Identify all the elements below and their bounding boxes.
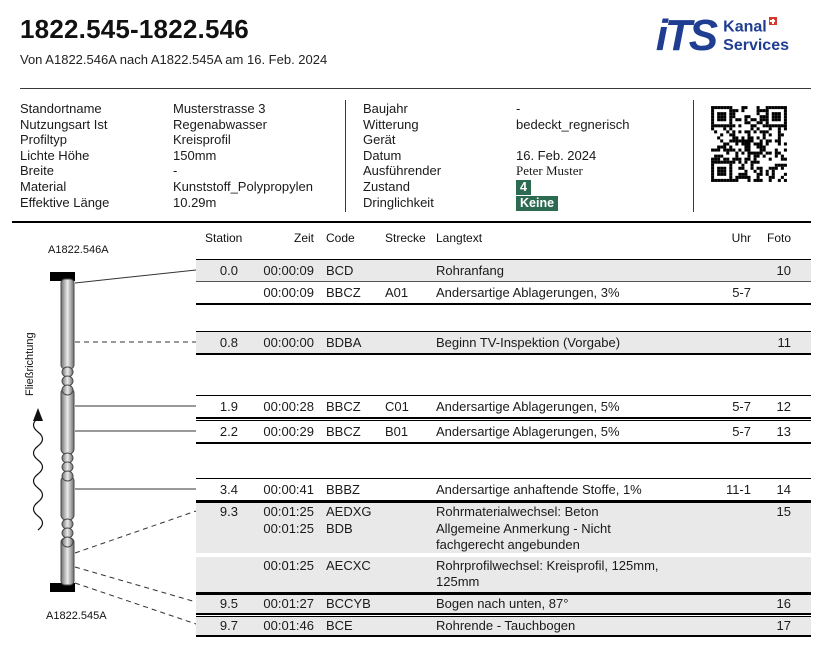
cell-strecke [380, 521, 432, 553]
cell-uhr [703, 617, 751, 635]
info-value [516, 195, 685, 211]
pipe-segments [61, 279, 74, 585]
cell-station [196, 282, 238, 303]
info-row [20, 179, 342, 195]
observation-table [196, 222, 811, 637]
cell-zeit: 00:00:28 [263, 399, 314, 414]
info-label: Baujahr [363, 101, 408, 116]
cell-langtext: Andersartige anhaftende Stoffe, 1% [436, 482, 642, 497]
cell-strecke [380, 595, 432, 613]
cell-foto: 15 [776, 504, 791, 519]
info-value: Musterstrasse 3 [173, 101, 266, 116]
table-row [196, 479, 811, 500]
info-row [363, 195, 685, 211]
cell-langtext: Allgemeine Anmerkung - Nicht fachgerecht angebunden [436, 521, 611, 552]
info-column-left [20, 101, 342, 210]
cell-foto: 10 [776, 263, 791, 278]
info-label: Nutzungsart Ist [20, 116, 108, 132]
cell-station: 9.5 [219, 596, 238, 611]
table-row [196, 260, 811, 281]
flow-direction-arrow [33, 408, 43, 530]
info-divider-2 [693, 100, 694, 212]
cell-foto: 12 [776, 399, 791, 414]
table-block [196, 395, 811, 419]
cell-station: 9.7 [219, 618, 238, 633]
start-node-label: A1822.546A [48, 244, 109, 256]
cell-zeit: 00:01:25 [263, 521, 314, 536]
info-label: Zustand [363, 178, 410, 194]
col-header-uhr: Uhr [731, 231, 751, 245]
col-header-station: Station [205, 231, 243, 245]
info-label: Lichte Höhe [20, 147, 90, 163]
info-column-right [363, 101, 685, 211]
cell-zeit: 00:01:27 [263, 596, 314, 611]
info-row [363, 163, 685, 179]
row-connectors [75, 270, 196, 624]
cell-code: BDBA [326, 335, 362, 350]
logo-services-label: Services [723, 36, 789, 54]
cell-station [196, 558, 238, 590]
table-header-row [196, 222, 811, 250]
cell-zeit: 00:00:09 [263, 263, 314, 278]
info-label: Effektive Länge [20, 194, 110, 210]
info-value: Peter Muster [516, 163, 583, 179]
table-row [196, 503, 811, 520]
table-block [196, 259, 811, 305]
table-block [196, 616, 811, 637]
info-value [516, 179, 685, 195]
table-block [196, 420, 811, 444]
info-value: 16. Feb. 2024 [516, 147, 597, 163]
info-label: Standortname [20, 101, 102, 116]
info-value: - [173, 163, 178, 179]
info-row [363, 101, 685, 117]
info-row [363, 179, 685, 195]
cell-uhr [703, 504, 751, 520]
col-header-strecke: Strecke [385, 231, 426, 245]
cell-station: 1.9 [219, 399, 238, 414]
cell-code: BCCYB [326, 596, 371, 611]
cell-code: BBCZ [326, 285, 361, 300]
table-row [196, 520, 811, 553]
cell-uhr: 5-7 [732, 424, 751, 439]
cell-zeit: 00:01:25 [263, 558, 314, 573]
info-label: Datum [363, 147, 402, 163]
info-value: Kunststoff_Polypropylen [173, 178, 313, 194]
status-badge: Keine [516, 196, 558, 211]
cell-foto [751, 558, 791, 590]
info-row [20, 195, 342, 211]
cell-zeit: 00:00:29 [263, 424, 314, 439]
cell-code: BBBZ [326, 482, 360, 497]
cell-strecke: B01 [385, 424, 409, 439]
table-block [196, 502, 811, 594]
cell-station: 0.0 [219, 263, 238, 278]
cell-langtext: Rohrmaterialwechsel: Beton [436, 504, 599, 519]
info-value: Regenabwasser [173, 116, 267, 132]
swiss-flag-icon [769, 17, 777, 25]
info-value: - [516, 101, 521, 116]
info-label: Witterung [363, 116, 419, 132]
cell-station [196, 521, 238, 553]
its-kanal-services-logo [655, 11, 789, 60]
cell-foto: 11 [777, 335, 791, 350]
info-row [363, 148, 685, 164]
info-label: Material [20, 178, 67, 194]
cell-foto: 14 [776, 482, 791, 497]
info-label: Breite [20, 163, 54, 179]
cell-uhr [703, 558, 751, 590]
cell-station: 9.3 [219, 504, 238, 519]
cell-code: AEDXG [326, 504, 372, 519]
cell-langtext: Bogen nach unten, 87° [436, 596, 569, 611]
flow-direction-label: Fließrichtung [24, 332, 36, 396]
info-row [20, 117, 342, 133]
cell-langtext: Rohranfang [436, 263, 504, 278]
info-row [20, 163, 342, 179]
cell-station: 2.2 [219, 424, 238, 439]
table-block [196, 331, 811, 355]
info-value: Kreisprofil [173, 132, 231, 148]
top-manhole-cap [50, 272, 75, 281]
info-value: 10.29m [173, 194, 217, 210]
info-row [20, 148, 342, 164]
cell-zeit: 00:01:46 [263, 618, 314, 633]
col-header-zeit: Zeit [293, 231, 314, 245]
cell-zeit: 00:00:00 [263, 335, 314, 350]
cell-strecke [380, 260, 432, 281]
cell-langtext: Rohrprofilwechsel: Kreisprofil, 125mm, 125mm [436, 558, 659, 589]
cell-code: BDB [326, 521, 353, 536]
status-badge: 4 [516, 180, 531, 195]
info-value: bedeckt_regnerisch [516, 116, 630, 132]
cell-strecke: A01 [385, 285, 409, 300]
cell-zeit: 00:00:09 [263, 285, 314, 300]
cell-code: BCE [326, 618, 353, 633]
table-row [196, 595, 811, 613]
col-header-langtext: Langtext [436, 231, 483, 245]
cell-uhr [703, 332, 751, 353]
cell-langtext: Beginn TV-Inspektion (Vorgabe) [436, 335, 621, 350]
table-row [196, 281, 811, 303]
cell-uhr: 5-7 [732, 285, 751, 300]
info-label: Gerät [363, 132, 396, 148]
info-value [516, 132, 685, 148]
cell-code: BBCZ [326, 424, 361, 439]
cell-zeit: 00:00:41 [263, 482, 314, 497]
pipe-joints [62, 367, 73, 547]
cell-uhr [703, 595, 751, 613]
its-logo-mark: iTS [655, 11, 716, 60]
info-value: 150mm [173, 147, 217, 163]
cell-uhr [703, 260, 751, 281]
cell-foto: 16 [776, 596, 791, 611]
cell-strecke [380, 504, 432, 520]
table-row [196, 617, 811, 635]
cell-langtext: Rohrende - Tauchbogen [436, 618, 576, 633]
table-block [196, 594, 811, 615]
info-label: Ausführender [363, 163, 442, 179]
logo-kanal-label: Kanal [723, 18, 767, 36]
cell-strecke: C01 [385, 399, 409, 414]
col-header-code: Code [326, 231, 355, 245]
end-node-label: A1822.545A [46, 610, 107, 622]
info-label: Profiltyp [20, 132, 67, 148]
cell-strecke [380, 617, 432, 635]
info-row [20, 132, 342, 148]
cell-uhr [703, 521, 751, 553]
col-header-foto: Foto [766, 231, 791, 245]
info-row [20, 101, 342, 117]
table-row [196, 332, 811, 353]
page-title: 1822.545-1822.546 [20, 14, 249, 44]
cell-station: 0.8 [219, 335, 238, 350]
cell-strecke [380, 479, 432, 500]
info-divider-1 [345, 100, 346, 212]
cell-zeit: 00:01:25 [263, 504, 314, 519]
cell-code: BCD [326, 263, 354, 278]
bottom-manhole-cap [50, 583, 75, 592]
cell-foto: 17 [776, 618, 791, 633]
table-block [196, 478, 811, 502]
cell-code: BBCZ [326, 399, 361, 414]
cell-langtext: Andersartige Ablagerungen, 5% [436, 424, 620, 439]
cell-foto [751, 521, 791, 553]
cell-strecke [380, 558, 432, 590]
table-row [196, 421, 811, 442]
qr-code [705, 100, 793, 188]
cell-uhr: 5-7 [732, 399, 751, 414]
cell-foto: 13 [776, 424, 791, 439]
table-row [196, 557, 811, 592]
cell-code: AECXC [326, 558, 371, 573]
cell-langtext: Andersartige Ablagerungen, 3% [436, 285, 620, 300]
info-label: Dringlichkeit [363, 194, 434, 210]
info-row [363, 117, 685, 133]
cell-foto [751, 282, 791, 303]
cell-strecke [380, 332, 432, 353]
cell-uhr: 11-1 [725, 482, 751, 497]
logo-wordmark [723, 17, 789, 54]
header-divider [20, 88, 811, 89]
info-row [363, 132, 685, 148]
table-row [196, 396, 811, 417]
cell-station: 3.4 [219, 482, 238, 497]
cell-langtext: Andersartige Ablagerungen, 5% [436, 399, 620, 414]
page-subtitle: Von A1822.546A nach A1822.545A am 16. Feb. 2024 [20, 52, 328, 67]
